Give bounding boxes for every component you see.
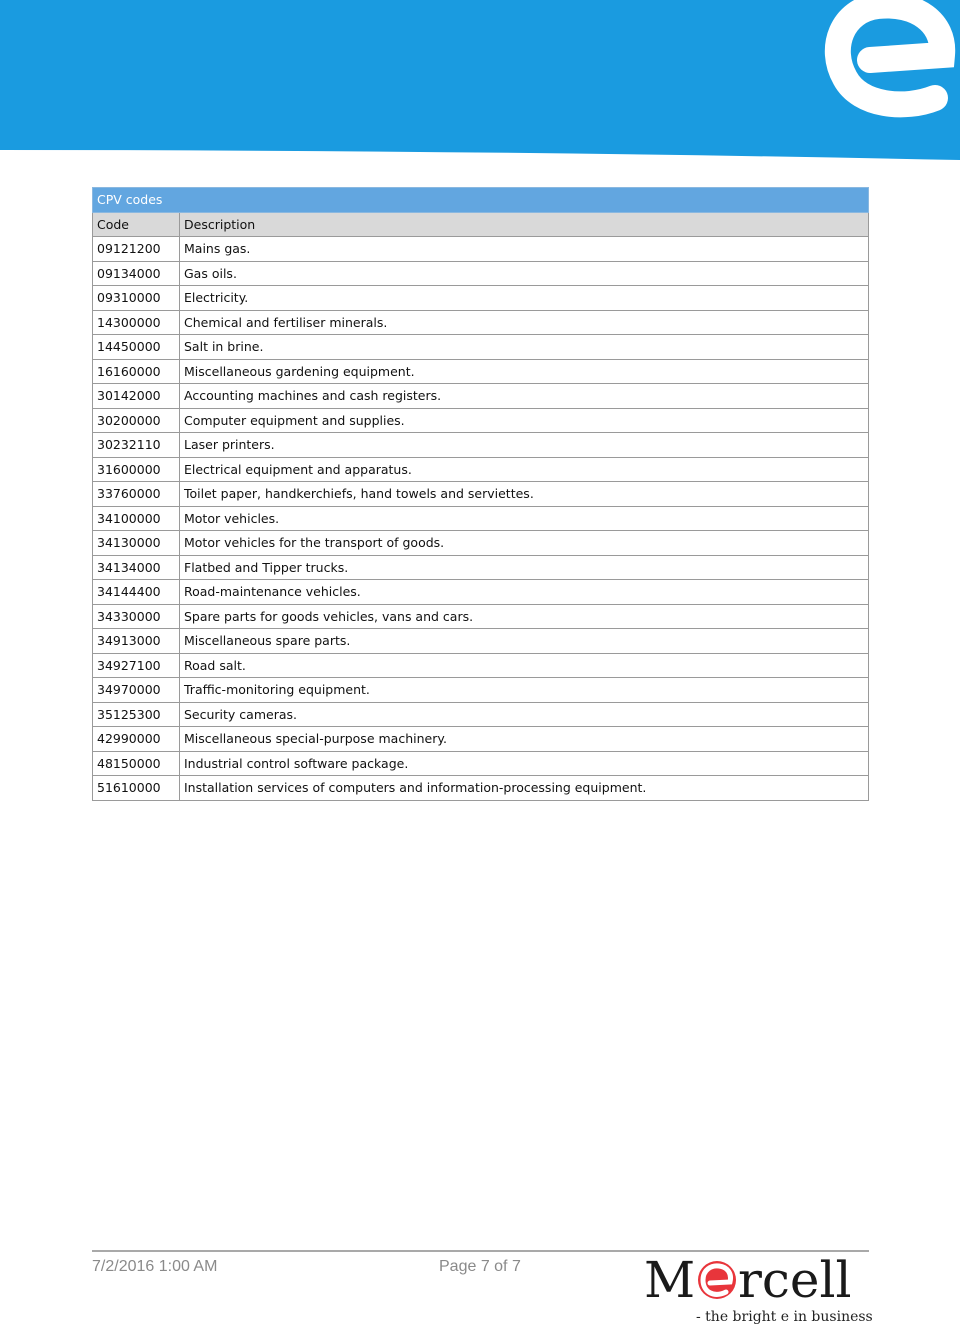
brand-logo-rcell: rcell xyxy=(738,1252,852,1309)
cpv-code-cell: 30200000 xyxy=(93,408,180,433)
code-column-header: Code xyxy=(93,212,180,237)
table-row xyxy=(93,261,869,286)
cpv-code-cell: 09310000 xyxy=(93,286,180,311)
table-row xyxy=(93,506,869,531)
cpv-description-cell: Spare parts for goods vehicles, vans and cars. xyxy=(180,604,869,629)
cpv-code-cell: 09134000 xyxy=(93,261,180,286)
cpv-description-cell: Toilet paper, handkerchiefs, hand towels and serviettes. xyxy=(180,482,869,507)
cpv-code-cell: 34144400 xyxy=(93,580,180,605)
table-row xyxy=(93,457,869,482)
cpv-description-cell: Chemical and fertiliser minerals. xyxy=(180,310,869,335)
table-title: CPV codes xyxy=(93,188,869,213)
cpv-code-cell: 42990000 xyxy=(93,727,180,752)
cpv-description-cell: Gas oils. xyxy=(180,261,869,286)
cpv-code-cell: 14300000 xyxy=(93,310,180,335)
table-row xyxy=(93,310,869,335)
brand-logo-m: M xyxy=(644,1252,696,1309)
cpv-description-cell: Electricity. xyxy=(180,286,869,311)
table-body xyxy=(93,237,869,801)
header-band-graphic xyxy=(0,0,960,170)
cpv-description-cell: Installation services of computers and information-processing equipment. xyxy=(180,776,869,801)
cpv-code-cell: 31600000 xyxy=(93,457,180,482)
cpv-description-cell: Mains gas. xyxy=(180,237,869,262)
table-title-row xyxy=(93,188,869,213)
cpv-code-cell: 51610000 xyxy=(93,776,180,801)
cpv-description-cell: Motor vehicles for the transport of goods. xyxy=(180,531,869,556)
cpv-description-cell: Miscellaneous spare parts. xyxy=(180,629,869,654)
table-row xyxy=(93,629,869,654)
table-row xyxy=(93,776,869,801)
cpv-description-cell: Electrical equipment and apparatus. xyxy=(180,457,869,482)
cpv-code-cell: 34130000 xyxy=(93,531,180,556)
table-row xyxy=(93,433,869,458)
table-row xyxy=(93,702,869,727)
header-band xyxy=(0,0,960,170)
cpv-description-cell: Miscellaneous gardening equipment. xyxy=(180,359,869,384)
table-row xyxy=(93,727,869,752)
cpv-code-cell: 34330000 xyxy=(93,604,180,629)
cpv-code-cell: 33760000 xyxy=(93,482,180,507)
footer-date: 7/2/2016 1:00 AM xyxy=(92,1258,218,1275)
table-row xyxy=(93,678,869,703)
cpv-code-cell: 34927100 xyxy=(93,653,180,678)
cpv-code-cell: 34913000 xyxy=(93,629,180,654)
table-row xyxy=(93,653,869,678)
table-row xyxy=(93,555,869,580)
table-row xyxy=(93,751,869,776)
cpv-codes-table xyxy=(92,187,869,801)
cpv-code-cell: 34100000 xyxy=(93,506,180,531)
table-row xyxy=(93,286,869,311)
table-row xyxy=(93,408,869,433)
brand-e-icon xyxy=(698,1261,736,1299)
cpv-description-cell: Traffic-monitoring equipment. xyxy=(180,678,869,703)
cpv-code-cell: 14450000 xyxy=(93,335,180,360)
table-row xyxy=(93,359,869,384)
cpv-code-cell: 35125300 xyxy=(93,702,180,727)
table-row xyxy=(93,580,869,605)
cpv-description-cell: Motor vehicles. xyxy=(180,506,869,531)
cpv-description-cell: Security cameras. xyxy=(180,702,869,727)
footer-page-number: Page 7 of 7 xyxy=(439,1258,521,1275)
description-column-header: Description xyxy=(180,212,869,237)
cpv-description-cell: Laser printers. xyxy=(180,433,869,458)
cpv-description-cell: Industrial control software package. xyxy=(180,751,869,776)
cpv-description-cell: Computer equipment and supplies. xyxy=(180,408,869,433)
cpv-code-cell: 48150000 xyxy=(93,751,180,776)
cpv-description-cell: Road salt. xyxy=(180,653,869,678)
table-row xyxy=(93,604,869,629)
cpv-code-cell: 34970000 xyxy=(93,678,180,703)
brand-tagline: - the bright e in business xyxy=(696,1309,873,1325)
table-row xyxy=(93,384,869,409)
cpv-code-cell: 34134000 xyxy=(93,555,180,580)
header-band-shape xyxy=(0,0,960,160)
cpv-code-cell: 16160000 xyxy=(93,359,180,384)
cpv-description-cell: Road-maintenance vehicles. xyxy=(180,580,869,605)
table-header-row xyxy=(93,212,869,237)
cpv-description-cell: Flatbed and Tipper trucks. xyxy=(180,555,869,580)
table-row xyxy=(93,482,869,507)
cpv-code-cell: 09121200 xyxy=(93,237,180,262)
cpv-code-cell: 30232110 xyxy=(93,433,180,458)
table-row xyxy=(93,237,869,262)
cpv-description-cell: Accounting machines and cash registers. xyxy=(180,384,869,409)
cpv-description-cell: Salt in brine. xyxy=(180,335,869,360)
cpv-code-cell: 30142000 xyxy=(93,384,180,409)
cpv-description-cell: Miscellaneous special-purpose machinery. xyxy=(180,727,869,752)
table-row xyxy=(93,335,869,360)
table-row xyxy=(93,531,869,556)
